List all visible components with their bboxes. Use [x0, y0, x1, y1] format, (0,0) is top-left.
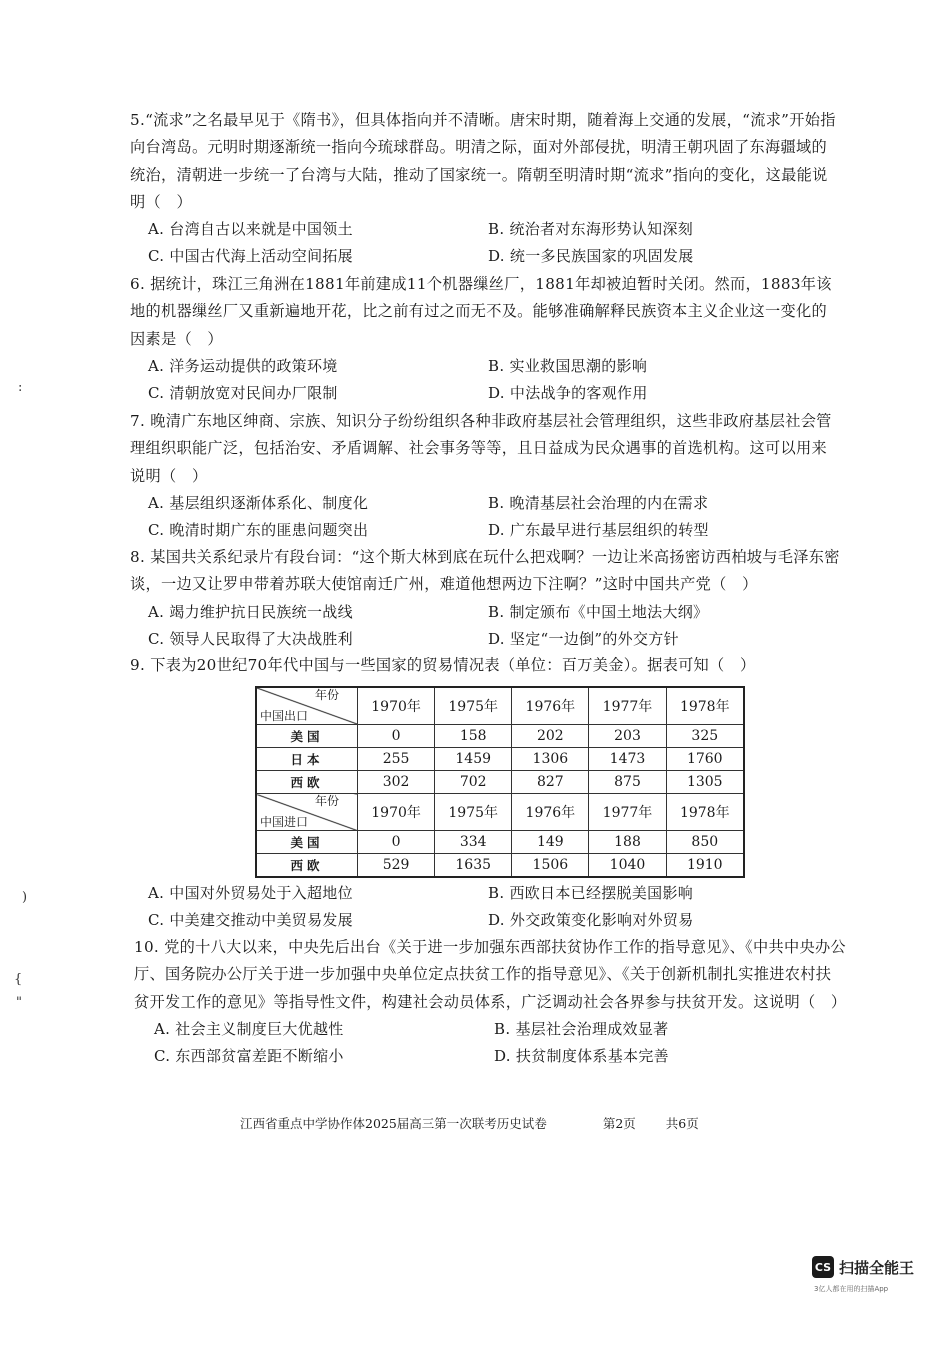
- options: [148, 216, 842, 271]
- value-cell: 334: [435, 831, 512, 854]
- value-cell: 1506: [512, 854, 589, 878]
- option-b: B. 实业救国思潮的影响: [488, 356, 648, 375]
- options: [148, 880, 842, 935]
- value-cell: 202: [512, 725, 589, 748]
- scanner-app-name: 扫描全能王: [839, 1258, 915, 1277]
- year-header: 1976年: [512, 794, 589, 831]
- year-header: 1977年: [589, 687, 666, 725]
- question-9: [130, 652, 842, 679]
- margin-mark: ": [16, 995, 22, 1010]
- cs-logo-icon: CS: [812, 1256, 834, 1278]
- scanner-tagline: 3亿人都在用的扫描App: [814, 1285, 889, 1293]
- value-cell: 1760: [666, 748, 744, 771]
- corner-export-label: 中国出口: [260, 709, 309, 723]
- country-cell: 美国: [256, 831, 358, 854]
- option-d: D. 扶贫制度体系基本完善: [494, 1047, 669, 1066]
- page-total: 共6页: [665, 1116, 699, 1131]
- question-7: [130, 408, 842, 544]
- option-a: A. 社会主义制度巨大优越性: [154, 1019, 344, 1038]
- value-cell: 1459: [435, 748, 512, 771]
- value-cell: 255: [358, 748, 435, 771]
- corner-import-label: 中国进口: [260, 815, 309, 829]
- margin-mark: :: [18, 380, 23, 395]
- year-header: 1978年: [666, 794, 744, 831]
- import-corner-cell: [256, 794, 358, 831]
- question-stem: 7. 晚清广东地区绅商、宗族、知识分子纷纷组织各种非政府基层社会管理组织，这些非政府基层社会管理组织职能广泛，包括治安、矛盾调解、社会事务等等，且日益成为民众遇事的首选机构。这可以用来说明（ ）: [130, 412, 832, 485]
- corner-year-label: 年份: [314, 688, 339, 702]
- question-10: [134, 934, 846, 1070]
- option-d: D. 坚定“一边倒”的外交方针: [488, 629, 679, 648]
- export-corner-cell: [256, 687, 358, 725]
- option-b: B. 基层社会治理成效显著: [494, 1019, 669, 1038]
- options: [148, 353, 842, 408]
- options: [148, 599, 842, 654]
- question-5: [130, 107, 842, 271]
- value-cell: 1305: [666, 771, 744, 794]
- value-cell: 529: [358, 854, 435, 878]
- option-c: C. 中美建交推动中美贸易发展: [148, 911, 353, 930]
- country-cell: 美国: [256, 725, 358, 748]
- table-row: [256, 748, 744, 771]
- year-header: 1975年: [435, 794, 512, 831]
- corner-year-label: 年份: [314, 794, 339, 808]
- value-cell: 1910: [666, 854, 744, 878]
- exam-title: 江西省重点中学协作体2025届高三第一次联考历史试卷: [240, 1116, 547, 1131]
- option-b: B. 晚清基层社会治理的内在需求: [488, 493, 709, 512]
- options: [148, 490, 842, 545]
- option-a: A. 台湾自古以来就是中国领土: [148, 220, 353, 239]
- option-c: C. 清朝放宽对民间办厂限制: [148, 384, 338, 403]
- table-row: [256, 854, 744, 878]
- value-cell: 158: [435, 725, 512, 748]
- option-d: D. 中法战争的客观作用: [488, 384, 648, 403]
- option-b: B. 制定颁布《中国土地法大纲》: [488, 602, 709, 621]
- year-header: 1975年: [435, 687, 512, 725]
- value-cell: 1473: [589, 748, 666, 771]
- option-b: B. 统治者对东海形势认知深刻: [488, 220, 694, 239]
- table-row: [256, 771, 744, 794]
- option-b: B. 西欧日本已经摆脱美国影响: [488, 884, 694, 902]
- option-c: C. 领导人民取得了大决战胜利: [148, 629, 353, 648]
- margin-mark: ): [22, 890, 28, 905]
- table-row: [256, 831, 744, 854]
- country-cell: 日本: [256, 748, 358, 771]
- value-cell: 0: [358, 831, 435, 854]
- option-c: C. 中国古代海上活动空间拓展: [148, 247, 353, 266]
- value-cell: 875: [589, 771, 666, 794]
- question-stem: 5.“流求”之名最早见于《隋书》，但具体指向并不清晰。唐宋时期，随着海上交通的发展，“流求”开始指向台湾岛。元明时期逐渐统一指向今琉球群岛。明清之际，面对外部侵扰，明清王朝巩固了东海疆域的统治，清朝进一步统一了台湾与大陆，推动了国家统一。隋朝至明清时期“流求”指向的变化，这最能说明（ ）: [130, 111, 836, 211]
- option-a: A. 竭力维护抗日民族统一战线: [148, 602, 353, 621]
- option-d: D. 统一多民族国家的巩固发展: [488, 247, 694, 266]
- value-cell: 702: [435, 771, 512, 794]
- value-cell: 302: [358, 771, 435, 794]
- value-cell: 188: [589, 831, 666, 854]
- options: [154, 1016, 846, 1071]
- value-cell: 850: [666, 831, 744, 854]
- country-cell: 西欧: [256, 771, 358, 794]
- table-row: [256, 725, 744, 748]
- year-header: 1977年: [589, 794, 666, 831]
- value-cell: 1040: [589, 854, 666, 878]
- question-stem: 9. 下表为20世纪70年代中国与一些国家的贸易情况表（单位：百万美金）。据表可知（ ）: [130, 656, 756, 674]
- value-cell: 827: [512, 771, 589, 794]
- value-cell: 1635: [435, 854, 512, 878]
- import-header-row: [256, 794, 744, 831]
- value-cell: 1306: [512, 748, 589, 771]
- option-d: D. 外交政策变化影响对外贸易: [488, 911, 694, 930]
- question-stem: 10. 党的十八大以来，中央先后出台《关于进一步加强东西部扶贫协作工作的指导意见》、《中共中央办公厅、国务院办公厅关于进一步加强中央单位定点扶贫工作的指导意见》、《关于创新机制扎实推进农村扶贫开发工作的意见》等指导性文件，构建社会动员体系，广泛调动社会各界参与扶贫开发。这说明（ ）: [134, 938, 847, 1011]
- option-c: C. 东西部贫富差距不断缩小: [154, 1047, 344, 1066]
- value-cell: 0: [358, 725, 435, 748]
- export-header-row: [256, 687, 744, 725]
- question-stem: 8. 某国共关系纪录片有段台词：“这个斯大林到底在玩什么把戏啊？一边让米高扬密访西柏坡与毛泽东密谈，一边又让罗申带着苏联大使馆南迁广州，难道他想两边下注啊？”这时中国共产党（ ）: [130, 548, 840, 594]
- question-9-options: [130, 880, 842, 935]
- year-header: 1978年: [666, 687, 744, 725]
- trade-table: [255, 686, 745, 878]
- value-cell: 203: [589, 725, 666, 748]
- page-footer: [240, 1114, 699, 1132]
- question-8: [130, 544, 842, 653]
- page-number: 第2页: [602, 1116, 636, 1131]
- margin-mark: {: [14, 972, 23, 987]
- option-a: A. 基层组织逐渐体系化、制度化: [148, 493, 369, 512]
- option-d: D. 广东最早进行基层组织的转型: [488, 521, 709, 540]
- value-cell: 325: [666, 725, 744, 748]
- year-header: 1970年: [358, 687, 435, 725]
- question-6: [130, 271, 842, 407]
- year-header: 1970年: [358, 794, 435, 831]
- value-cell: 149: [512, 831, 589, 854]
- country-cell: 西欧: [256, 854, 358, 878]
- option-a: A. 洋务运动提供的政策环境: [148, 356, 338, 375]
- question-stem: 6. 据统计，珠江三角洲在1881年前建成11个机器缫丝厂，1881年却被迫暂时关闭。然而，1883年该地的机器缫丝厂又重新遍地开花，比之前有过之而无不及。能够准确解释民族资本主义企业这一变化的因素是（ ）: [130, 275, 832, 348]
- scanner-watermark: [812, 1256, 914, 1278]
- option-c: C. 晚清时期广东的匪患问题突出: [148, 521, 369, 540]
- option-a: A. 中国对外贸易处于入超地位: [148, 884, 353, 902]
- year-header: 1976年: [512, 687, 589, 725]
